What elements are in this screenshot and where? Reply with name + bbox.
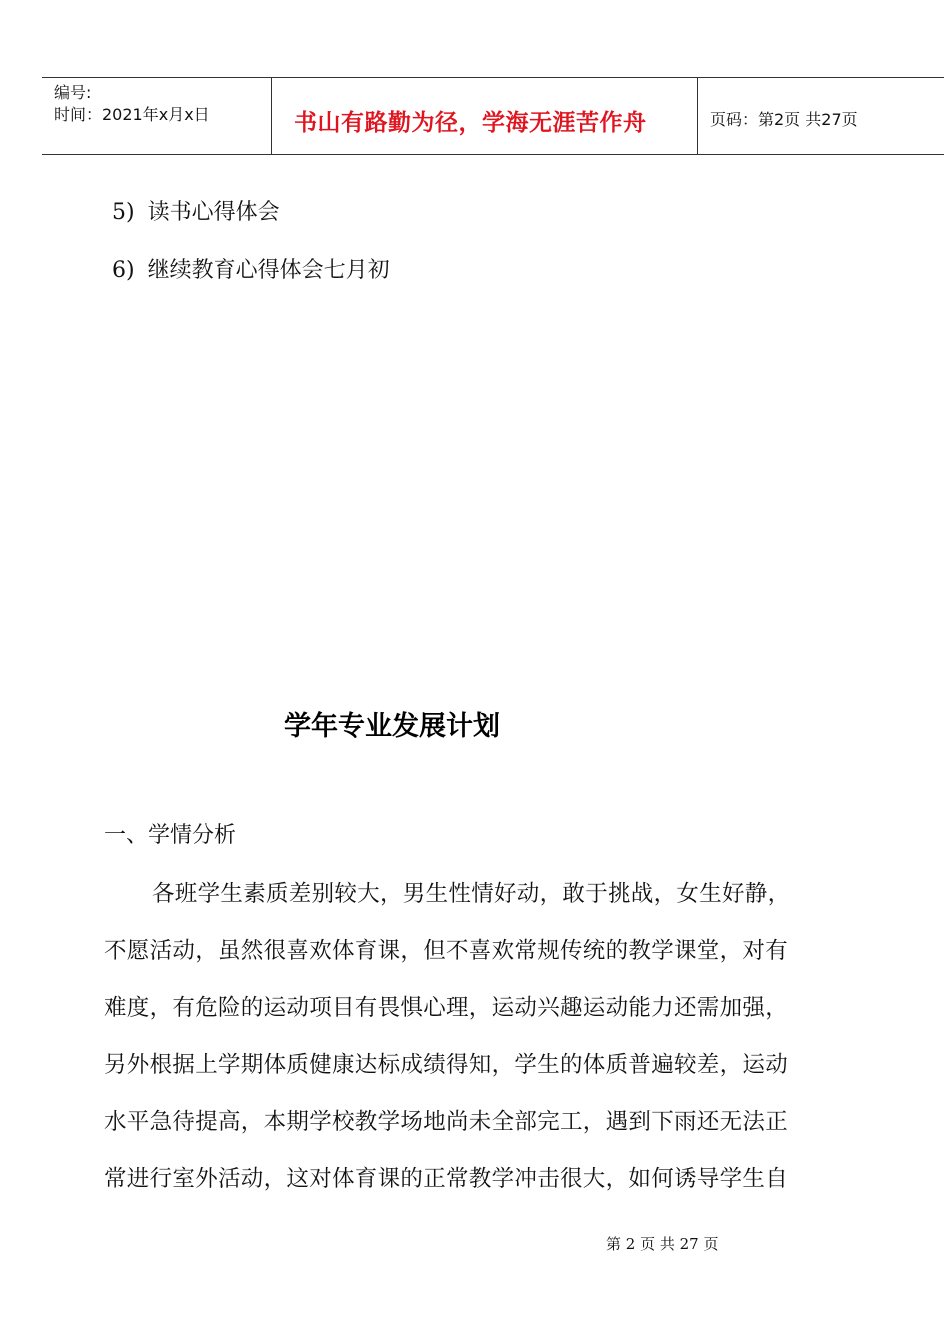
list-item-number: 6) <box>112 258 135 283</box>
time-label: 时间：2021年x月x日 <box>54 105 210 124</box>
paragraph-line: 另外根据上学期体质健康达标成绩得知，学生的体质普遍较差，运动 <box>104 1052 789 1078</box>
section-heading: 一、学情分析 <box>104 823 237 848</box>
header-top-border <box>42 77 944 78</box>
list-item <box>112 253 390 284</box>
list-item-text: 继续教育心得体会七月初 <box>147 258 390 283</box>
header-bottom-border <box>42 154 944 155</box>
paragraph-line: 不愿活动，虽然很喜欢体育课，但不喜欢常规传统的教学课堂，对有 <box>104 938 789 964</box>
page-code: 页码：第2页 共27页 <box>710 110 858 129</box>
paragraph-line: 水平急待提高，本期学校教学场地尚未全部完工，遇到下雨还无法正 <box>104 1109 789 1135</box>
header-motto: 书山有路勤为径，学海无涯苦作舟 <box>294 110 647 136</box>
serial-label: 编号: <box>54 83 92 102</box>
header-divider-left <box>271 77 272 155</box>
page-footer: 第 2 页 共 27 页 <box>606 1235 719 1253</box>
document-title: 学年专业发展计划 <box>284 711 500 742</box>
paragraph-line: 难度，有危险的运动项目有畏惧心理，运动兴趣运动能力还需加强， <box>104 995 789 1021</box>
list-item <box>112 195 280 226</box>
paragraph-line: 常进行室外活动，这对体育课的正常教学冲击很大，如何诱导学生自 <box>104 1166 789 1192</box>
list-item-text: 读书心得体会 <box>147 200 280 225</box>
list-item-number: 5) <box>112 200 135 225</box>
paragraph-line: 各班学生素质差别较大，男生性情好动，敢于挑战，女生好静， <box>152 881 791 907</box>
header-divider-right <box>697 77 698 155</box>
